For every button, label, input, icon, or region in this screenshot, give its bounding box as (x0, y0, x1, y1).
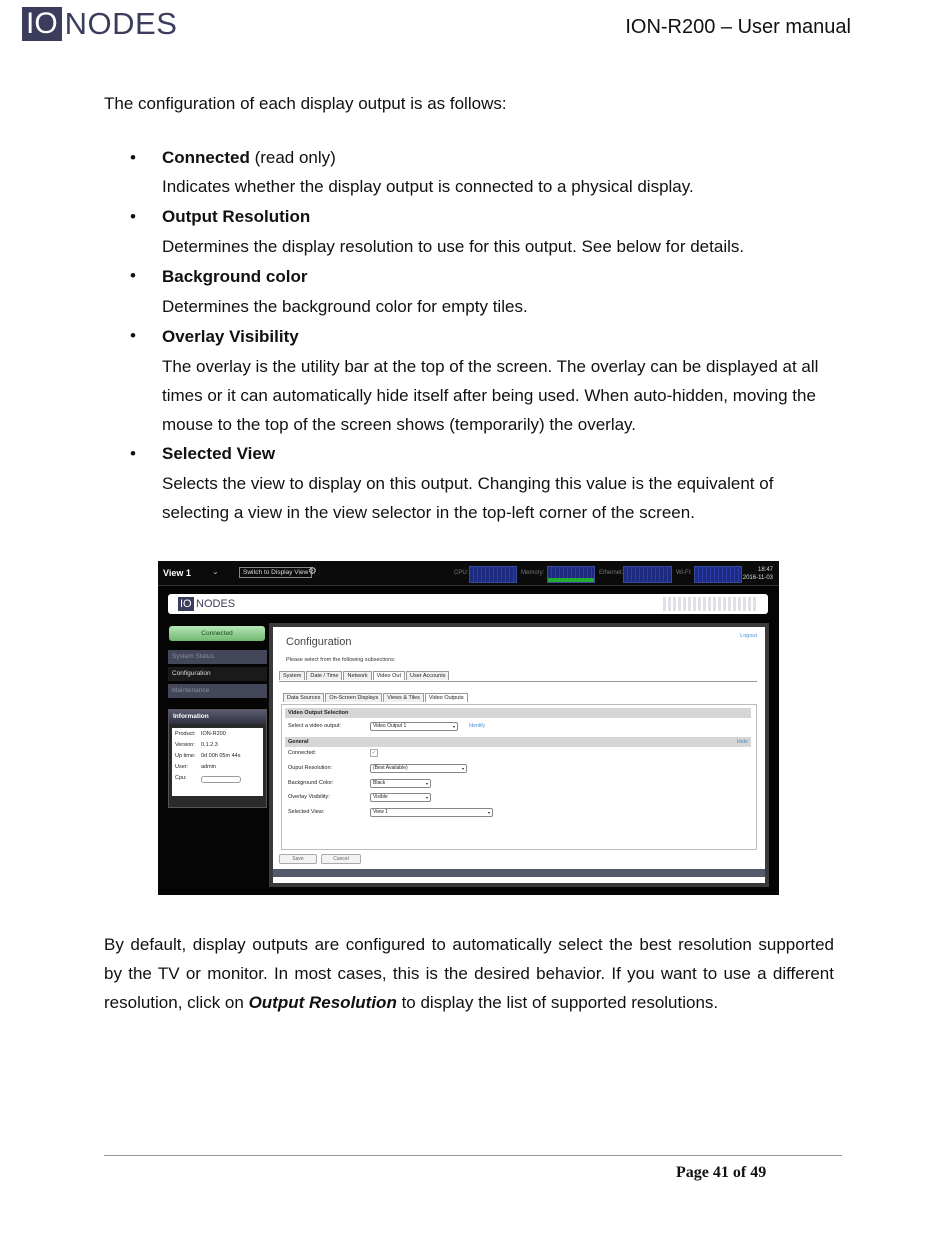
background-color-label: Background Color: (288, 780, 334, 786)
ethernet-meter (623, 566, 672, 583)
tab-video-out: Video Out (373, 671, 405, 680)
identify-link: Identify (469, 723, 486, 729)
tab-user-accounts: User Accounts (406, 671, 449, 680)
sidebar-item-system-status: System Status (168, 650, 267, 664)
overlay-visibility-label: Overlay Visibility: (288, 794, 330, 800)
bullet-dot: • (130, 266, 136, 285)
page-number: Page 41 of 49 (676, 1164, 767, 1181)
footer-divider (104, 1155, 842, 1156)
bullet-description: Indicates whether the display output is connected to a physical display. (162, 177, 694, 196)
bullet-dot: • (130, 148, 136, 167)
sidebar-item-configuration: Configuration (168, 667, 267, 681)
bullet-item-selected-view (130, 439, 840, 527)
app-banner (168, 594, 768, 614)
memory-label: Memory: (521, 570, 545, 576)
clock (743, 566, 773, 582)
configuration-title: Configuration (286, 636, 352, 648)
cpu-meter (469, 566, 517, 583)
info-row-uptime: Up time: 0d 00h 05m 44s (175, 753, 241, 759)
logo-nodes-text: NODES (64, 6, 178, 41)
connected-checkbox: ✓ (371, 750, 377, 756)
overlay-visibility-select: Visible ▾ (370, 793, 431, 802)
bullet-description: The overlay is the utility bar at the top of the screen. The overlay can be displayed at all times or it can automatically hide itself after being used. When auto-hidden, moving the mouse to the top of the screen shows (temporarily) the overlay. (162, 357, 819, 434)
bullet-item-connected (130, 143, 840, 201)
section-video-output-selection: Video Output Selection (285, 708, 751, 718)
banner-logo-io: IO (180, 598, 192, 610)
overlay-bar (158, 561, 779, 586)
output-resolution-select: (Best Available) ▾ (370, 764, 467, 773)
view-selector: View 1 (163, 568, 191, 578)
switch-to-display-view-button: Switch to Display View (239, 567, 312, 578)
bullet-list (130, 143, 840, 527)
bullet-dot: • (130, 207, 136, 226)
gear-icon: ⚙ (308, 566, 317, 577)
background-color-select: Black ▾ (370, 779, 431, 788)
tab-video-outputs: Video Outputs (425, 693, 468, 702)
information-title: Information (169, 710, 266, 724)
hide-link: Hide (736, 739, 748, 745)
bullet-description: Selects the view to display on this output. Changing this value is the equivalent of selecting a view in the view selector in the top-left corner of the screen. (162, 474, 774, 522)
selected-view-label: Selected View: (288, 809, 325, 815)
select-video-output-label: Select a video output: (288, 723, 341, 729)
wifi-meter (694, 566, 742, 583)
cpu-progress-bar (201, 776, 241, 783)
tab-data-sources: Data Sources (283, 693, 324, 702)
output-resolution-emphasis: Output Resolution (248, 993, 397, 1012)
info-row-user: User: admin (175, 764, 216, 770)
resolution-paragraph-text: By default, display outputs are configured to automatically select the best resolution supported by the TV or monitor. In most cases, this is the desired behavior. If you want to use a different resolution, click on (104, 935, 834, 1012)
bullet-dot: • (130, 326, 136, 345)
bullet-item-overlay-visibility (130, 321, 840, 439)
resolution-paragraph-end: to display the list of supported resolutions. (396, 993, 719, 1012)
tab-date-time: Date / Time (306, 671, 342, 680)
banner-pattern (663, 597, 758, 611)
info-row-product: Product: ION-R200 (175, 731, 226, 737)
output-resolution-label: Ouput Resolution: (288, 765, 333, 771)
panel-footer-bar (273, 869, 765, 877)
selected-view-select: View 1 ▾ (370, 808, 493, 817)
memory-meter (547, 566, 595, 583)
sidebar-item-maintenance: Maintenance (168, 684, 267, 698)
tab-system: System (279, 671, 305, 680)
tab-views-tiles: Views & Tiles (383, 693, 424, 702)
cancel-button: Cancel (321, 854, 361, 864)
bullet-term-suffix: (read only) (249, 148, 336, 167)
bullet-dot: • (130, 444, 136, 463)
bullet-item-output-resolution (130, 202, 840, 261)
bullet-term: Background color (162, 267, 308, 286)
tab-network: Network (343, 671, 371, 680)
embedded-screenshot (158, 561, 779, 895)
tab-on-screen-displays: On-Screen Displays (325, 693, 382, 702)
configuration-panel (269, 623, 769, 887)
save-button: Save (279, 854, 317, 864)
connected-label: Connected: (288, 750, 317, 756)
info-row-version: Version: 0.1.2.3 (175, 742, 218, 748)
clock-time: 18:47 (757, 567, 773, 573)
information-panel (168, 709, 267, 808)
clock-date: 2016-11-03 (742, 575, 773, 581)
video-output-form (281, 704, 757, 850)
ionodes-logo (22, 6, 177, 42)
cpu-label: CPU: (454, 570, 469, 576)
information-body (172, 728, 263, 796)
bullet-description: Determines the display resolution to use for this output. See below for details. (162, 237, 745, 256)
logout-link: Logout (740, 633, 757, 639)
video-output-select: Video Output 1 ▾ (370, 722, 458, 731)
bullet-term: Connected (162, 148, 250, 167)
bullet-item-background-color (130, 261, 840, 321)
connected-status-button: Connected (169, 626, 265, 641)
intro-paragraph: The configuration of each display output is as follows: (104, 94, 507, 113)
configuration-subtitle: Please select from the following subsections: (286, 657, 396, 663)
bullet-term: Output Resolution (162, 207, 311, 226)
video-out-subtabs (283, 693, 469, 702)
bullet-term: Selected View (162, 444, 276, 463)
logo-io-mark: IO (22, 7, 62, 41)
bullet-description: Determines the background color for empty tiles. (162, 297, 528, 316)
chevron-down-icon: ⌄ (212, 567, 219, 576)
banner-logo-nodes: NODES (196, 598, 236, 610)
info-row-cpu: Cpu: (175, 775, 187, 781)
section-general: General Hide (285, 737, 751, 747)
ethernet-label: Ethernet: (599, 570, 624, 576)
document-title: ION-R200 – User manual (625, 16, 851, 38)
resolution-paragraph (104, 930, 834, 1017)
bullet-term: Overlay Visibility (162, 327, 299, 346)
wifi-label: Wi-Fi: (676, 570, 692, 576)
config-tabs (279, 671, 450, 680)
